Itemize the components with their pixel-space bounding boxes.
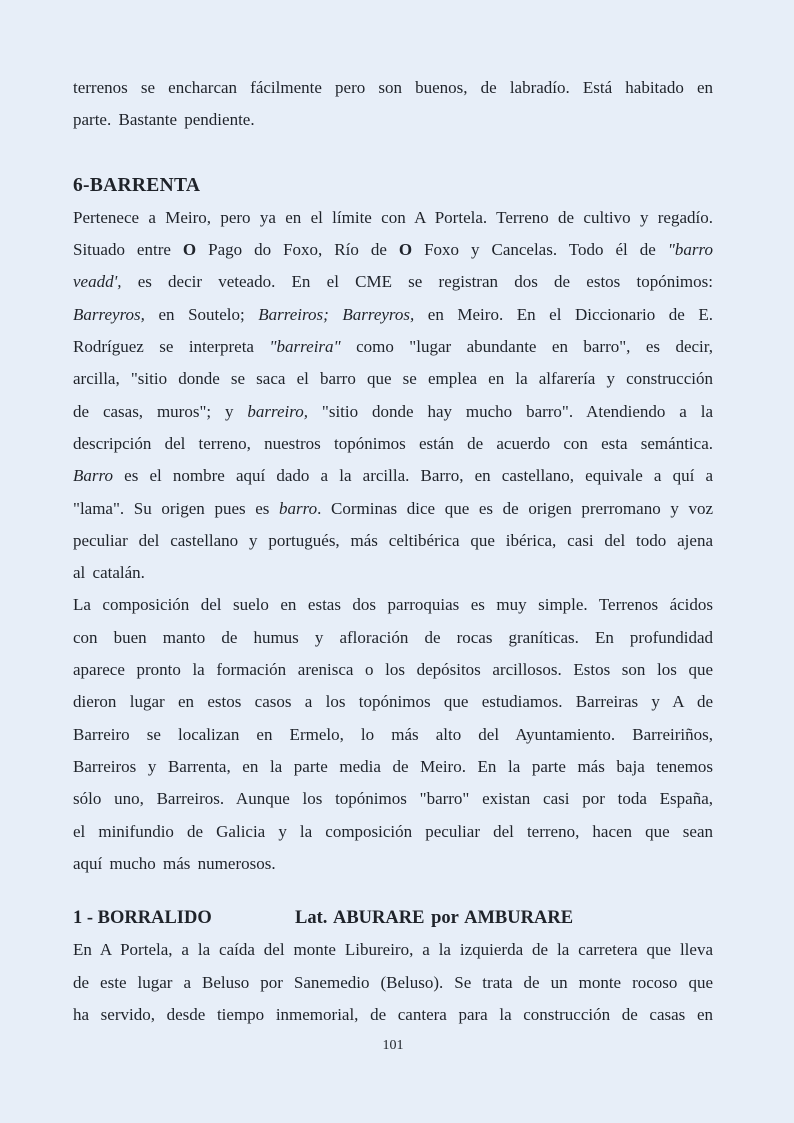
text-segment: En A Portela, a la caída del monte Libureiro, a la izquierda de la carretera que lleva <box>73 940 713 960</box>
text-segment: descripción del terreno, nuestros topónimos están de acuerdo con esta semántica. <box>73 433 713 453</box>
text-line <box>73 460 713 492</box>
text-segment: ha servido, desde tiempo inmemorial, de cantera para la construcción de casas en <box>73 1005 713 1025</box>
page-body <box>73 72 713 1031</box>
text-line <box>73 202 713 234</box>
section-heading: 6-BARRENTA <box>73 174 201 196</box>
text-line <box>73 816 713 848</box>
text-segment: de casas, muros"; y <box>73 401 248 421</box>
text-segment: Barreiros y Barrenta, en la parte media de Meiro. En la parte más baja tenemos <box>73 756 713 776</box>
text-segment: de este lugar a Beluso por Sanemedio (Beluso). Se trata de un monte rocoso que <box>73 972 713 992</box>
text-line <box>73 751 713 783</box>
text-line <box>73 557 713 589</box>
page-number: 101 <box>382 1038 404 1053</box>
text-line <box>73 848 713 880</box>
text-segment: Foxo y Cancelas. Todo él de <box>412 240 668 260</box>
text-segment: "sitio donde hay mucho barro". Atendiendo a la <box>308 401 713 421</box>
text-segment: al catalán. <box>73 563 145 583</box>
text-line <box>73 999 713 1031</box>
text-segment: arcilla, "sitio donde se saca el barro que se emplea en la alfarería y construcción <box>73 369 713 389</box>
text-line <box>73 967 713 999</box>
text-segment: el minifundio de Galicia y la composición peculiar del terreno, hacen que sean <box>73 821 713 841</box>
text-line <box>73 686 713 718</box>
text-segment: Barreyros, <box>73 304 145 324</box>
text-line <box>73 783 713 815</box>
text-segment: La composición del suelo en estas dos parroquias es muy simple. Terrenos ácidos <box>73 595 713 615</box>
text-line <box>73 266 713 298</box>
text-segment: barro <box>279 498 318 518</box>
text-segment: con buen manto de humus y afloración de rocas graníticas. En profundidad <box>73 627 713 647</box>
text-segment: es decir veteado. En el CME se registran dos de estos topónimos: <box>121 272 713 292</box>
text-segment: aquí mucho más numerosos. <box>73 853 276 873</box>
entry-title: 1 - BORRALIDO <box>73 908 212 929</box>
text-segment: Pertenece a Meiro, pero ya en el límite con A Portela. Terreno de cultivo y regadío. <box>73 207 713 227</box>
text-segment: aparece pronto la formación arenisca o los depósitos arcillosos. Estos son los que <box>73 660 713 680</box>
text-line <box>73 363 713 395</box>
text-line <box>73 654 713 686</box>
text-line <box>73 934 713 966</box>
text-segment: barreiro, <box>247 401 309 421</box>
text-segment: como "lugar abundante en barro", es decir, <box>340 337 713 357</box>
text-segment: "lama". Su origen pues es <box>73 498 280 518</box>
text-segment: O <box>182 240 197 260</box>
text-segment: Barreiros; Barreyros, <box>258 304 415 324</box>
text-segment: Barreiro se localizan en Ermelo, lo más alto del Ayuntamiento. Barreiriños, <box>73 724 713 744</box>
text-segment: Barro <box>73 466 113 486</box>
text-segment: parte. Bastante pendiente. <box>73 110 255 130</box>
entry-etymology: Lat. ABURARE por AMBURARE <box>295 908 574 929</box>
text-segment: en Soutelo; <box>144 304 259 324</box>
text-line <box>73 396 713 428</box>
text-line <box>73 234 713 266</box>
text-segment: peculiar del castellano y portugués, más celtibérica que ibérica, casi del todo ajena <box>73 530 713 550</box>
text-line <box>73 72 713 104</box>
text-line <box>73 622 713 654</box>
text-line <box>73 104 713 136</box>
text-segment: "barreira" <box>269 337 341 357</box>
text-segment: veadd', <box>73 272 122 292</box>
text-segment: O <box>398 240 413 260</box>
text-segment: Pago do Foxo, Río de <box>196 240 399 260</box>
text-line <box>73 719 713 751</box>
text-line <box>73 428 713 460</box>
text-line <box>73 525 713 557</box>
entry-heading <box>73 902 713 934</box>
text-line <box>73 299 713 331</box>
text-line <box>73 493 713 525</box>
text-segment: es el nombre aquí dado a la arcilla. Barro, en castellano, equivale a quí a <box>113 466 713 486</box>
text-segment: sólo uno, Barreiros. Aunque los topónimos "barro" existan casi por toda España, <box>73 789 713 809</box>
text-segment: Rodríguez se interpreta <box>73 337 270 357</box>
text-segment: "barro <box>667 240 713 260</box>
text-segment: dieron lugar en estos casos a los topónimos que estudiamos. Barreiras y A de <box>73 692 713 712</box>
text-line <box>73 589 713 621</box>
text-segment: terrenos se encharcan fácilmente pero son buenos, de labradío. Está habitado en <box>73 78 713 97</box>
text-segment: . Corminas dice que es de origen prerromano y voz <box>317 498 713 518</box>
text-segment: Situado entre <box>73 240 183 260</box>
text-segment: en Meiro. En el Diccionario de E. <box>414 304 713 324</box>
text-line <box>73 331 713 363</box>
